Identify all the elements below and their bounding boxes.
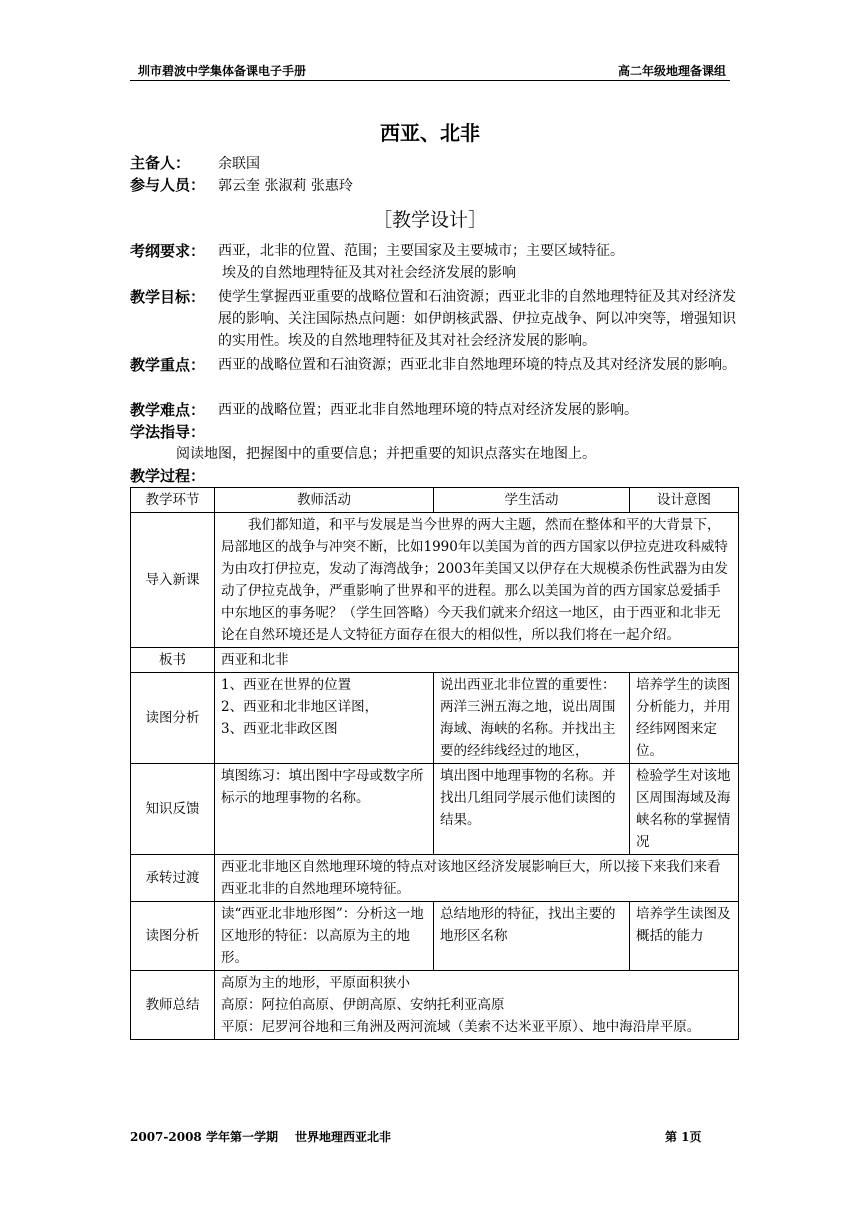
objectives-label: 教学目标： (130, 288, 206, 306)
stage-cell: 板书 (131, 648, 215, 673)
key-points-text: 西亚的战略位置和石油资源；西亚北非自然地理环境的特点及其对经济发展的影响。 (218, 357, 736, 373)
key-points-block (130, 354, 742, 376)
main-preparer-label: 主备人： (130, 154, 191, 172)
objectives-block (130, 286, 742, 352)
summary-cell (215, 971, 739, 1040)
table-row-terrain (131, 902, 739, 971)
table-row-board (131, 648, 739, 673)
difficulties-label: 教学难点： (130, 401, 206, 419)
teacher-cell (215, 673, 434, 764)
method-text: 阅读地图，把握图中的重要信息；并把重要的知识点落实在地图上。 (176, 446, 596, 462)
header-school: 圳市碧波中学集体备课电子手册 (138, 64, 307, 78)
method-label: 学法指导： (130, 423, 206, 441)
teaching-process-table (130, 487, 739, 1040)
footer-page: 第 1页 (665, 1130, 702, 1144)
student-cell: 总结地形的特征，找出主要的地形区名称 (434, 902, 630, 971)
participants-value: 郭云奎 张淑莉 张惠玲 (218, 178, 353, 194)
table-row-intro (131, 513, 739, 648)
syllabus-label: 考纲要求： (130, 242, 206, 260)
header-student: 学生活动 (434, 488, 630, 513)
summary-line: 高原为主的地形，平原面积狭小 (221, 975, 410, 991)
header-group: 高二年级地理备课组 (617, 64, 726, 78)
page-title: 西亚、北非 (380, 121, 480, 145)
student-cell: 说出西亚北非位置的重要性：两洋三洲五海之地，说出周围海域、海峡的名称。并找出主要的经纬线经过的地区， (434, 673, 630, 764)
teacher-item: 3、西亚北非政区图 (221, 721, 338, 737)
syllabus-block (130, 240, 742, 284)
method-block (130, 421, 742, 465)
board-text: 西亚和北非 (215, 648, 739, 673)
header-rule (130, 80, 730, 81)
table-row-feedback (131, 764, 739, 855)
transition-text: 西亚北非地区自然地理环境的特点对该地区经济发展影响巨大，所以接下来我们来看西亚北非的自然地理环境特征。 (215, 855, 739, 902)
participants-label: 参与人员： (130, 176, 206, 194)
stage-cell: 读图分析 (131, 673, 215, 764)
stage-cell: 教师总结 (131, 971, 215, 1040)
difficulties-block (130, 399, 742, 421)
teacher-cell: 填图练习：填出图中字母或数字所标示的地理事物的名称。 (215, 764, 434, 855)
section-title: ［教学设计］ (372, 209, 487, 231)
footer-term: 2007-2008 学年第一学期 (130, 1130, 278, 1144)
table-row-map-reading (131, 673, 739, 764)
header-intent: 设计意图 (630, 488, 739, 513)
stage-cell: 读图分析 (131, 902, 215, 971)
participants-row (130, 174, 353, 197)
header-stage: 教学环节 (131, 488, 215, 513)
stage-cell: 导入新课 (131, 513, 215, 648)
stage-cell: 承转过渡 (131, 855, 215, 902)
intro-text: 我们都知道，和平与发展是当今世界的两大主题，然而在整体和平的大背景下，局部地区的战争与冲突不断，比如1990年以美国为首的西方国家以伊拉克进攻科威特为由攻打伊拉克，发动了海湾战争；2003年美国又以伊存在大规模杀伤性武器为由发动了伊拉克战争，严重影响了世界和平的进程。那么以美国为首的西方国家总爱插手中东地区的事务呢？（学生回答略）今天我们就来介绍这一地区，由于西亚和北非无论在自然环境还是人文特征方面存在很大的相似性，所以我们将在一起介绍。 (215, 513, 739, 648)
intent-cell: 检验学生对该地区周围海域及海峡名称的掌握情况 (630, 764, 739, 855)
main-preparer-row (130, 152, 260, 175)
intent-cell: 培养学生的读图分析能力，并用经纬网图来定位。 (630, 673, 739, 764)
teacher-item: 1、西亚在世界的位置 (221, 677, 352, 693)
teacher-item: 2、西亚和北非地区详图， (221, 699, 379, 715)
objectives-text: 使学生掌握西亚重要的战略位置和石油资源；西亚北非的自然地理特征及其对经济发展的影响、关注国际热点问题：如伊朗核武器、伊拉克战争、阿以冲突等，增强知识的实用性。埃及的自然地理特征及其对社会经济发展的影响。 (218, 289, 736, 349)
summary-line: 高原：阿拉伯高原、伊朗高原、安纳托利亚高原 (221, 997, 505, 1013)
teacher-cell: 读“西亚北非地形图”：分析这一地区地形的特征：以高原为主的地形。 (215, 902, 434, 971)
footer-topic: 世界地理西亚北非 (295, 1130, 392, 1144)
process-block (130, 465, 742, 487)
stage-cell: 知识反馈 (131, 764, 215, 855)
table-row-summary (131, 971, 739, 1040)
student-cell: 填出图中地理事物的名称。并找出几组同学展示他们读图的结果。 (434, 764, 630, 855)
main-preparer-value: 余联国 (218, 156, 260, 172)
table-row-transition (131, 855, 739, 902)
key-points-label: 教学重点： (130, 356, 206, 374)
summary-line: 平原：尼罗河谷地和三角洲及两河流域（美索不达米亚平原）、地中海沿岸平原。 (221, 1019, 701, 1035)
table-header-row (131, 488, 739, 513)
syllabus-line1: 西亚，北非的位置、范围；主要国家及主要城市；主要区域特征。 (218, 243, 624, 259)
difficulties-text: 西亚的战略位置；西亚北非自然地理环境的特点对经济发展的影响。 (218, 402, 638, 418)
intent-cell: 培养学生读图及概括的能力 (630, 902, 739, 971)
header-teacher: 教师活动 (215, 488, 434, 513)
process-label: 教学过程： (130, 467, 206, 485)
syllabus-line2: 埃及的自然地理特征及其对社会经济发展的影响 (222, 265, 516, 281)
